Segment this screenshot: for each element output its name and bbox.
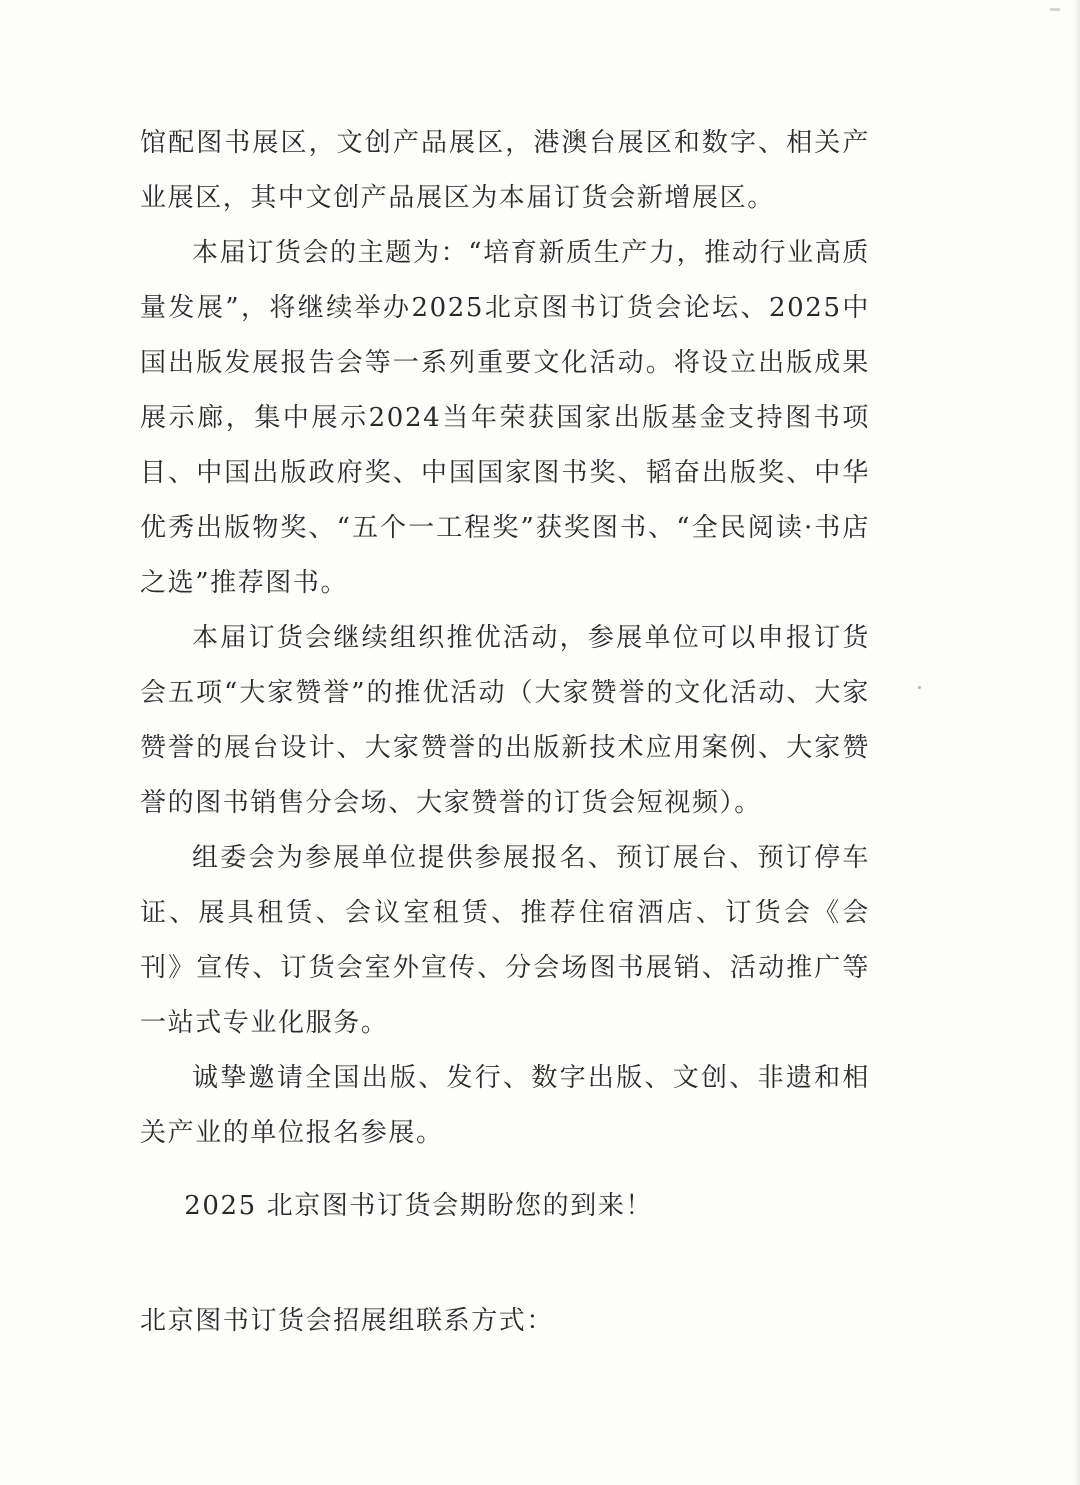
closing-line: 2025 北京图书订货会期盼您的到来！ bbox=[184, 1191, 654, 1221]
paragraph-recommendation-activities: 本届订货会继续组织推优活动，参展单位可以申报订货会五项“大家赞誉”的推优活动（大家赞誉的文化活动、大家赞誉的展台设计、大家赞誉的出版新技术应用案例、大家赞誉的图书销售分会场、大家赞誉的订货会短视频）。 bbox=[140, 623, 870, 818]
paragraph-invitation: 诚挚邀请全国出版、发行、数字出版、文创、非遗和相关产业的单位报名参展。 bbox=[140, 1063, 870, 1148]
paragraph-services: 组委会为参展单位提供参展报名、预订展台、预订停车证、展具租赁、会议室租赁、推荐住宿酒店、订货会《会刊》宣传、订货会室外宣传、分会场图书展销、活动推广等一站式专业化服务。 bbox=[140, 843, 870, 1038]
paragraph-exhibition-areas: 馆配图书展区，文创产品展区，港澳台展区和数字、相关产业展区，其中文创产品展区为本届订货会新增展区。 bbox=[140, 128, 870, 213]
scan-speck bbox=[918, 686, 921, 689]
scan-speck bbox=[1050, 8, 1060, 11]
contact-heading: 北京图书订货会招展组联系方式： bbox=[140, 1306, 555, 1336]
document-body bbox=[140, 116, 870, 1349]
paragraph-theme: 本届订货会的主题为：“培育新质生产力，推动行业高质量发展”，将继续举办2025北京图书订货会论坛、2025中国出版发展报告会等一系列重要文化活动。将设立出版成果展示廊，集中展示2024当年荣获国家出版基金支持图书项目、中国出版政府奖、中国国家图书奖、韬奋出版奖、中华优秀出版物奖、“五个一工程奖”获奖图书、“全民阅读·书店之选”推荐图书。 bbox=[140, 238, 870, 598]
scan-edge-shadow bbox=[1074, 0, 1080, 1485]
